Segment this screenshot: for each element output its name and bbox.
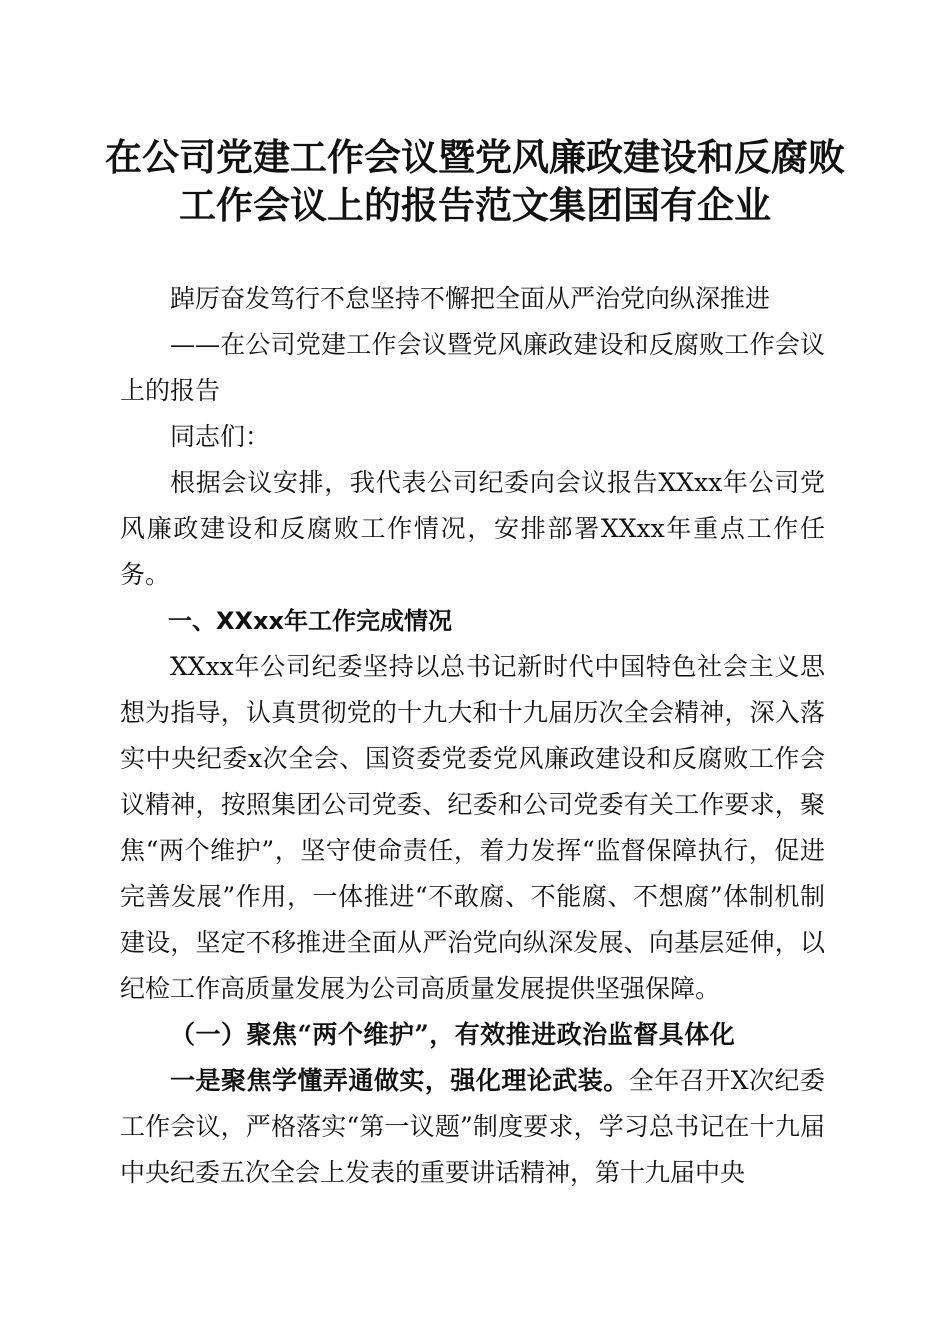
title-line-2: 工作会议上的报告范文集团国有企业	[179, 184, 771, 227]
report-subtitle: 踔厉奋发笃行不怠坚持不懈把全面从严治党向纵深推进	[170, 284, 771, 313]
section-1-heading: 一、XXxx年工作完成情况	[168, 607, 452, 635]
document-title	[80, 134, 870, 230]
point-1-lead: 一是聚焦学懂弄通做实，强化理论武装。	[170, 1066, 629, 1095]
report-subtitle-caption: ——在公司党建工作会议暨党风廉政建设和反腐败工作会议上的报告	[120, 330, 825, 405]
section-1-paragraph: XXxx年公司纪委坚持以总书记新时代中国特色社会主义思想为指导，认真贯彻党的十九大和十九届历次全会精神，深入落实中央纪委x次全会、国资委党委党风廉政建设和反腐败工作会议精神，按照集团公司党委、纪委和公司党委有关工作要求，聚焦“两个维护”，坚守使命责任，着力发挥“监督保障执行，促进完善发展”作用，一体推进“不敢腐、不能腐、不想腐”体制机制建设，坚定不移推进全面从严治党向纵深发展、向基层延伸，以纪检工作高质量发展为公司高质量发展提供坚强保障。	[120, 652, 825, 1003]
document-body	[120, 276, 825, 1196]
salutation: 同志们：	[170, 422, 271, 451]
point-1-body: 全年召开X次纪委工作会议，严格落实“第一议题”制度要求，学习总书记在十九届中央纪委五次全会上发表的重要讲话精神，第十九届中央	[120, 1066, 825, 1187]
point-1-paragraph	[120, 1058, 825, 1196]
title-line-1: 在公司党建工作会议暨党风廉政建设和反腐败	[105, 136, 845, 179]
subsection-1-heading: （一）聚焦“两个维护”，有效推进政治监督具体化	[170, 1020, 736, 1049]
intro-paragraph: 根据会议安排，我代表公司纪委向会议报告XXxx年公司党风廉政建设和反腐败工作情况，安排部署XXxx年重点工作任务。	[120, 468, 825, 589]
